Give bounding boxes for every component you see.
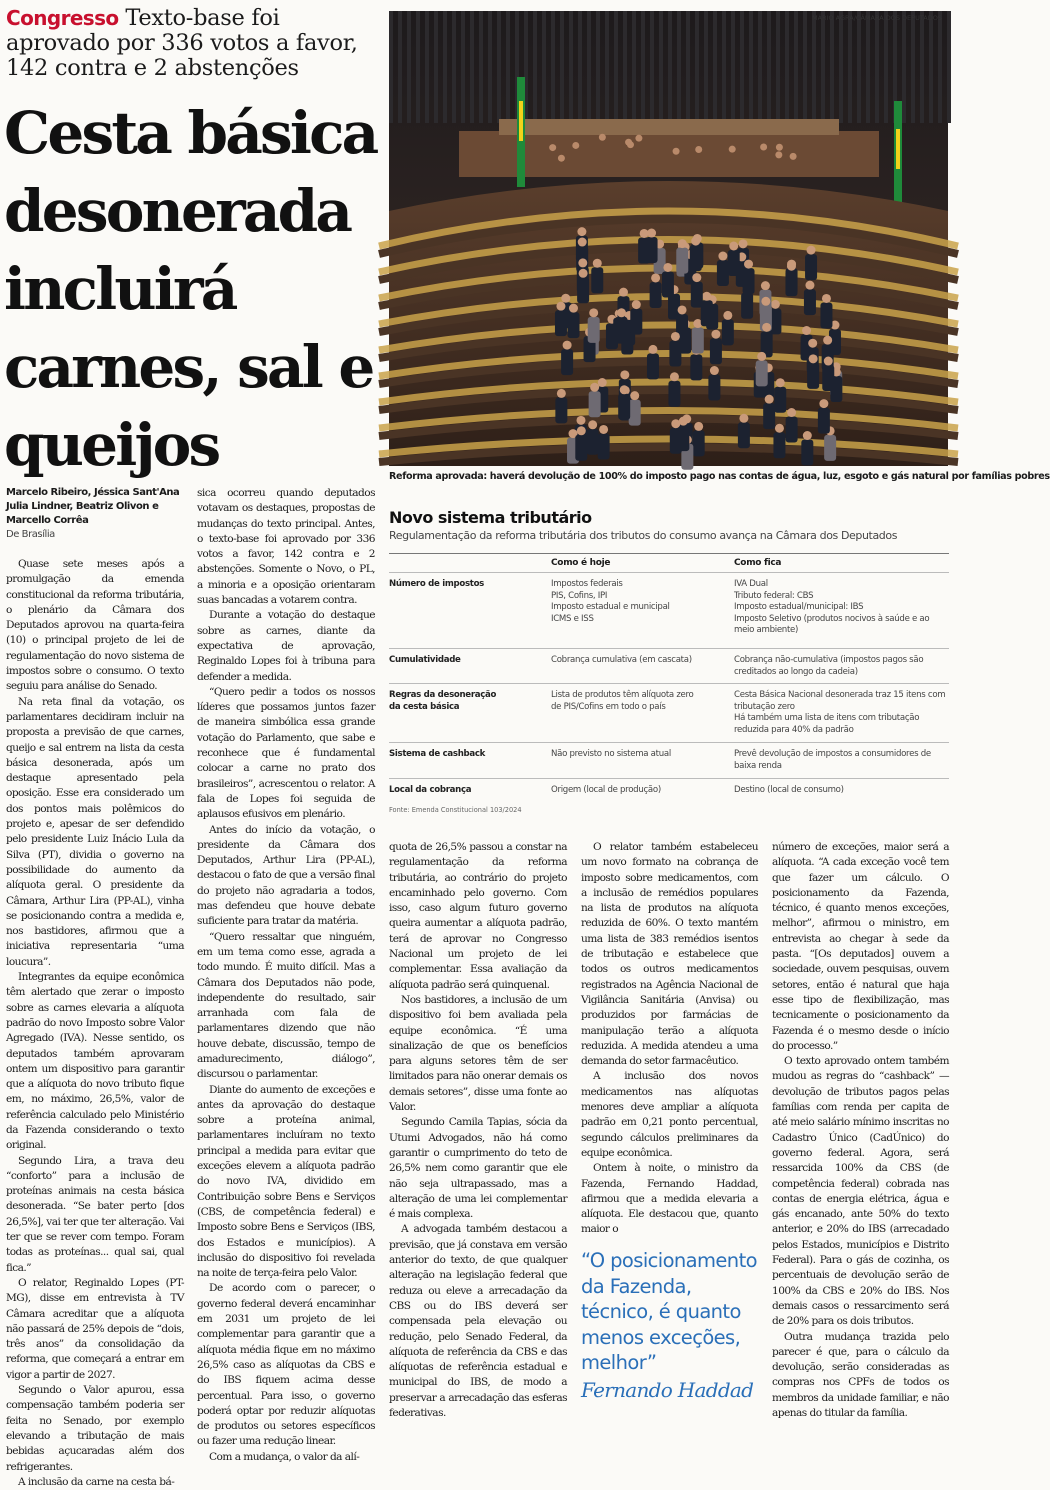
paragraph: Antes do início da votação, o presidente da Câmara dos Deputados, Arthur Lira (PP-AL), destacou o fato de que a versão final do projeto não agradaria a todos, mas defendeu que houve debate suficiente para tratar da matéria. <box>197 823 375 928</box>
header-today: Como é hoje <box>551 558 611 568</box>
paragraph: Ontem à noite, o ministro da Fazenda, Fernando Haddad, afirmou que a medida elevaria a alíquota. Ele destacou que, quanto maior o <box>581 1162 758 1236</box>
byline-location: De Brasília <box>6 529 55 540</box>
paragraph: O relator também estabeleceu um novo formato na cobrança de imposto sobre medicamentos, com a inclusão de remédios populares na lista de produtos na alíquota reduzida de 60%. O texto mantém uma lista de 383 remédios isentos de tributação e estabelece que todos os outros medicamentos registrados na Agência Nacional de Vigilância Sanitária (Anvisa) ou produzidos por farmácias de manipulação terão a alíquota reduzida. A medida atendeu a uma demanda do setor farmacêutico. <box>581 841 758 1068</box>
article-column-2 <box>197 486 375 1465</box>
paragraph: Com a mudança, o valor da alí- <box>209 1450 360 1463</box>
row-today: Não previsto no sistema atual <box>551 749 671 759</box>
article-column-1 <box>6 557 184 1490</box>
article-column-4 <box>581 840 758 1238</box>
byline-authors: Marcelo Ribeiro, Jéssica Sant'Ana Julia Lindner, Beatriz Olivon e Marcello Corrêa <box>6 487 180 526</box>
table-row <box>389 648 949 683</box>
kicker-text: Texto-base foi aprovado por 336 votos a favor, 142 contra e 2 abstenções <box>6 5 358 81</box>
table-header <box>389 554 949 572</box>
plenary-illustration <box>389 11 948 466</box>
photo-caption <box>389 470 1050 483</box>
paragraph: Integrantes da equipe econômica têm alertado que zerar o imposto sobre as carnes elevaria a alíquota padrão do novo Imposto sobre Valor Agregado (IVA). Nesse sentido, os deputados também aprovaram ontem um dispositivo para garantir que a alíquota do novo tributo fique em, no máximo, 26,5%, valor de referência calculado pelo Ministério da Fazenda considerando o texto original. <box>6 971 184 1152</box>
paragraph: “Quero pedir a todos os nossos líderes que possamos juntos fazer de maneira simbólica essa grande votação do Parlamento, que sabe e reconhece que é fundamental colocar a carne no prato dos brasileiros”, acrescentou o relator. A fala de Lopes foi seguida de aplausos efusivos em plenário. <box>197 685 375 821</box>
pull-quote-author: Fernando Haddad <box>581 1377 754 1402</box>
paragraph: Na reta final da votação, os parlamentares decidiram incluir na proposta a previsão de que carnes, queijo e sal entrem na lista da cesta básica desonerada, após um destaque apresentado pela oposição. Esse era considerado um dos pontos mais polêmicos do projeto e, apesar de ser defendido pelo presidente Luiz Inácio Lula da Silva (PT), dividia o governo na possibilidade do aumento da alíquota geral. O presidente da Câmara, Arthur Lira (PP-AL), vinha se posicionando contra a medida e, nos bastidores, afirmou que a iniciativa representaria “uma loucura”. <box>6 695 184 968</box>
row-label: Local da cobrança <box>389 785 472 795</box>
infobox-subtitle: Regulamentação da reforma tributária dos tributos do consumo avança na Câmara dos Deputados <box>389 529 898 542</box>
row-today: Origem (local de produção) <box>551 785 661 795</box>
paragraph: Durante a votação do destaque sobre as carnes, diante da expectativa de aprovação, Reginaldo Lopes foi à tribuna para defender a medida. <box>197 609 375 683</box>
row-after: Cobrança não-cumulativa (impostos pagos são creditados ao longo da cadeia) <box>734 655 924 677</box>
row-after: Prevê devolução de impostos a consumidores de baixa renda <box>734 749 931 771</box>
paragraph: O texto aprovado ontem também mudou as regras do “cashback” — devolução de tributos pagos pelas famílias com renda per capita de até meio salário mínimo inscritas no Cadastro Único (CadÚnico) do governo federal. Agora, será ressarcida 100% da CBS (de competência federal) cobrada nas contas de energia elétrica, água e gás encanado, ante 50% do texto anterior, e 20% do IBS (arrecadado pelos Estados, municípios e Distrito Federal). Para o gás de cozinha, os percentuais de devolução serão de 100% da CBS e 20% do IBS. Nos demais casos o ressarcimento será de 20% para os dois tributos. <box>772 1055 949 1328</box>
paragraph: Segundo o Valor apurou, essa compensação também poderia ser feita no Senado, por exemplo elevando a tributação de mais bebidas açucaradas além dos refrigerantes. <box>6 1384 184 1473</box>
caption-text: Reforma aprovada: haverá devolução de 100% do imposto pago nas contas de água, luz, esgoto e gás natural por famílias pobres <box>389 471 1050 482</box>
row-after: IVA Dual Tributo federal: CBS Imposto estadual/municipal: IBS Imposto Seletivo (produtos nocivos à saúde e ao meio ambiente) <box>734 579 930 635</box>
header-after: Como fica <box>734 558 782 568</box>
paragraph: A inclusão da carne na cesta bá- <box>18 1475 175 1488</box>
infobox-title: Novo sistema tributário <box>389 508 592 527</box>
paragraph: Diante do aumento de exceções e antes da aprovação do destaque sobre a proteína animal, parlamentares incluíram no texto principal a medida para evitar que exceções elevem a alíquota padrão do novo IVA, dividido em Contribuição sobre Bens e Serviços (CBS, de competência federal) e Imposto sobre Bens e Serviços (IBS, dos Estados e municípios). A inclusão do dispositivo foi revelada na noite de terça-feira pelo Valor. <box>197 1083 375 1280</box>
paragraph: A inclusão dos novos medicamentos nas alíquotas menores deve ampliar a alíquota padrão em 0,21 ponto percentual, segundo cálculos preliminares da equipe econômica. <box>581 1070 758 1159</box>
paragraph: Nos bastidores, a inclusão de um dispositivo foi bem avaliada pela equipe econômica. “É uma sinalização de que os benefícios para alguns setores têm de ser limitados para não onerar demais os demais setores”, disse uma fonte ao Valor. <box>389 993 567 1114</box>
paragraph: De acordo com o parecer, o governo federal deverá encaminhar em 2031 um projeto de lei complementar para garantir que a alíquota média fique em no máximo 26,5% caso as alíquotas da CBS e do IBS fiquem acima desse percentual. Para isso, o governo poderá optar por reduzir alíquotas de produtos ou setores específicos ou fazer uma redução linear. <box>197 1282 375 1448</box>
article-column-3 <box>389 840 567 1421</box>
paragraph: Quase sete meses após a promulgação da emenda constitucional da reforma tributária, o plenário da Câmara dos Deputados aprovou na quarta-feira (10) o principal projeto de lei de regulamentação do novo sistema de impostos sobre o consumo. O texto seguiu para análise do Senado. <box>6 558 184 693</box>
paragraph: sica ocorreu quando deputados votavam os destaques, propostas de mudanças do texto principal. Antes, o texto-base foi aprovado por 336 votos a favor, 142 contra e 2 abstenções. Somente o Novo, o PL, a minoria e a oposição orientaram suas bancadas a votarem contra. <box>197 487 375 607</box>
paragraph: número de exceções, maior será a alíquota. “A cada exceção você tem que fazer um cálculo. O posicionamento da Fazenda, técnico, é quanto menos exceções, melhor”, afirmou o ministro, em entrevista ao chegar à sede da pasta. “[Os deputados] ouvem a sociedade, ouvem pesquisas, ouvem setores, então é natural que haja esse tipo de flexibilização, mas tecnicamente o posicionamento da Fazenda é o mesmo desde o início do processo.” <box>772 841 949 1052</box>
pull-quote-text: “O posicionamento da Fazenda, técnico, é quanto menos exceções, melhor” <box>581 1249 757 1374</box>
infobox-source: Fonte: Emenda Constitucional 103/2024 <box>389 806 522 814</box>
row-today: Impostos federais PIS, Cofins, IPI Imposto estadual e municipal ICMS e ISS <box>551 579 670 624</box>
table-row <box>389 572 949 648</box>
kicker <box>6 6 381 81</box>
article-column-5 <box>772 840 949 1421</box>
paragraph: O relator, Reginaldo Lopes (PT-MG), disse em entrevista à TV Câmara acreditar que a alíquota não passará de 25% depois de “dois, três anos” da consolidação da reforma, que começará a entrar em vigor a partir de 2027. <box>6 1276 184 1381</box>
infobox <box>389 508 949 814</box>
pull-quote <box>581 1248 761 1404</box>
wall-panels <box>389 11 951 123</box>
row-after: Destino (local de consumo) <box>734 785 844 795</box>
paragraph: Outra mudança trazida pelo parecer é que, para o cálculo da devolução, serão consideradas as compras nos CPFs de todos os membros da unidade familiar, e não apenas do titular da família. <box>772 1330 949 1419</box>
photo-credit: MÁRIO AGRA/CÂMARA DOS DEPUTADOS <box>812 14 942 22</box>
comparison-table <box>389 553 949 800</box>
table-row <box>389 778 949 800</box>
paragraph: Segundo Lira, a trava deu “conforto” para a inclusão de proteínas animais na cesta básica desonerada. “Se bater perto [dos 26,5%], vai ter que ter alteração. Vai ter que se rever com tempo. Foram todas as proteínas... qual sai, qual fica.” <box>6 1154 184 1274</box>
row-after: Cesta Básica Nacional desonerada traz 15 itens com tributação zero Há também uma lista de itens com tributação reduzida para 40% da padrão <box>734 690 946 735</box>
paragraph: A advogada também destacou a previsão, que já constava em versão anterior do texto, de que qualquer alteração na legislação federal que reduza ou eleve a arrecadação da CBS ou do IBS deverá ser compensada pela elevação ou redução, pelo Senado Federal, da alíquota de referência da CBS e das alíquotas de referência estadual e municipal do IBS, de modo a preservar a arrecadação das esferas federativas. <box>389 1223 567 1419</box>
row-label: Cumulatividade <box>389 655 461 665</box>
row-label: Sistema de cashback <box>389 749 486 759</box>
headline: Cesta básica desonerada incluirá carnes, sal e queijos <box>4 99 377 479</box>
paragraph: quota de 26,5% passou a constar na regulamentação da reforma tributária, ao contrário do projeto encaminhado pelo governo. Com isso, caso algum futuro governo queira aumentar a alíquota padrão, terá de aprovar no Congresso Nacional um projeto de lei complementar. Essa avaliação da alíquota padrão será quinquenal. <box>389 841 567 991</box>
byline <box>6 486 191 542</box>
row-label: Número de impostos <box>389 579 484 589</box>
row-today: Cobrança cumulativa (em cascata) <box>551 655 692 665</box>
section-label: Congresso <box>6 6 119 30</box>
table-row <box>389 683 949 742</box>
paragraph: Segundo Camila Tapias, sócia da Utumi Advogados, não há como garantir o cumprimento do teto de 26,5% nem como garantir que ele não seja ultrapassado, mas a alteração de uma lei complementar é mais complexa. <box>389 1116 567 1221</box>
plenary-photo <box>389 11 948 466</box>
paragraph: “Quero ressaltar que ninguém, em um tema como esse, agrada a todo mundo. É muito difícil. Mas a Câmara dos Deputados não pode, independente do resultado, sair arranhada com fala de parlamentares dizendo que não houve debate, discussão, tempo de amadurecimento, diálogo”, discursou o parlamentar. <box>197 930 375 1081</box>
row-today: Lista de produtos têm alíquota zero de PIS/Cofins em todo o país <box>551 690 694 712</box>
table-row <box>389 742 949 778</box>
row-label: Regras da desoneração da cesta básica <box>389 690 497 712</box>
